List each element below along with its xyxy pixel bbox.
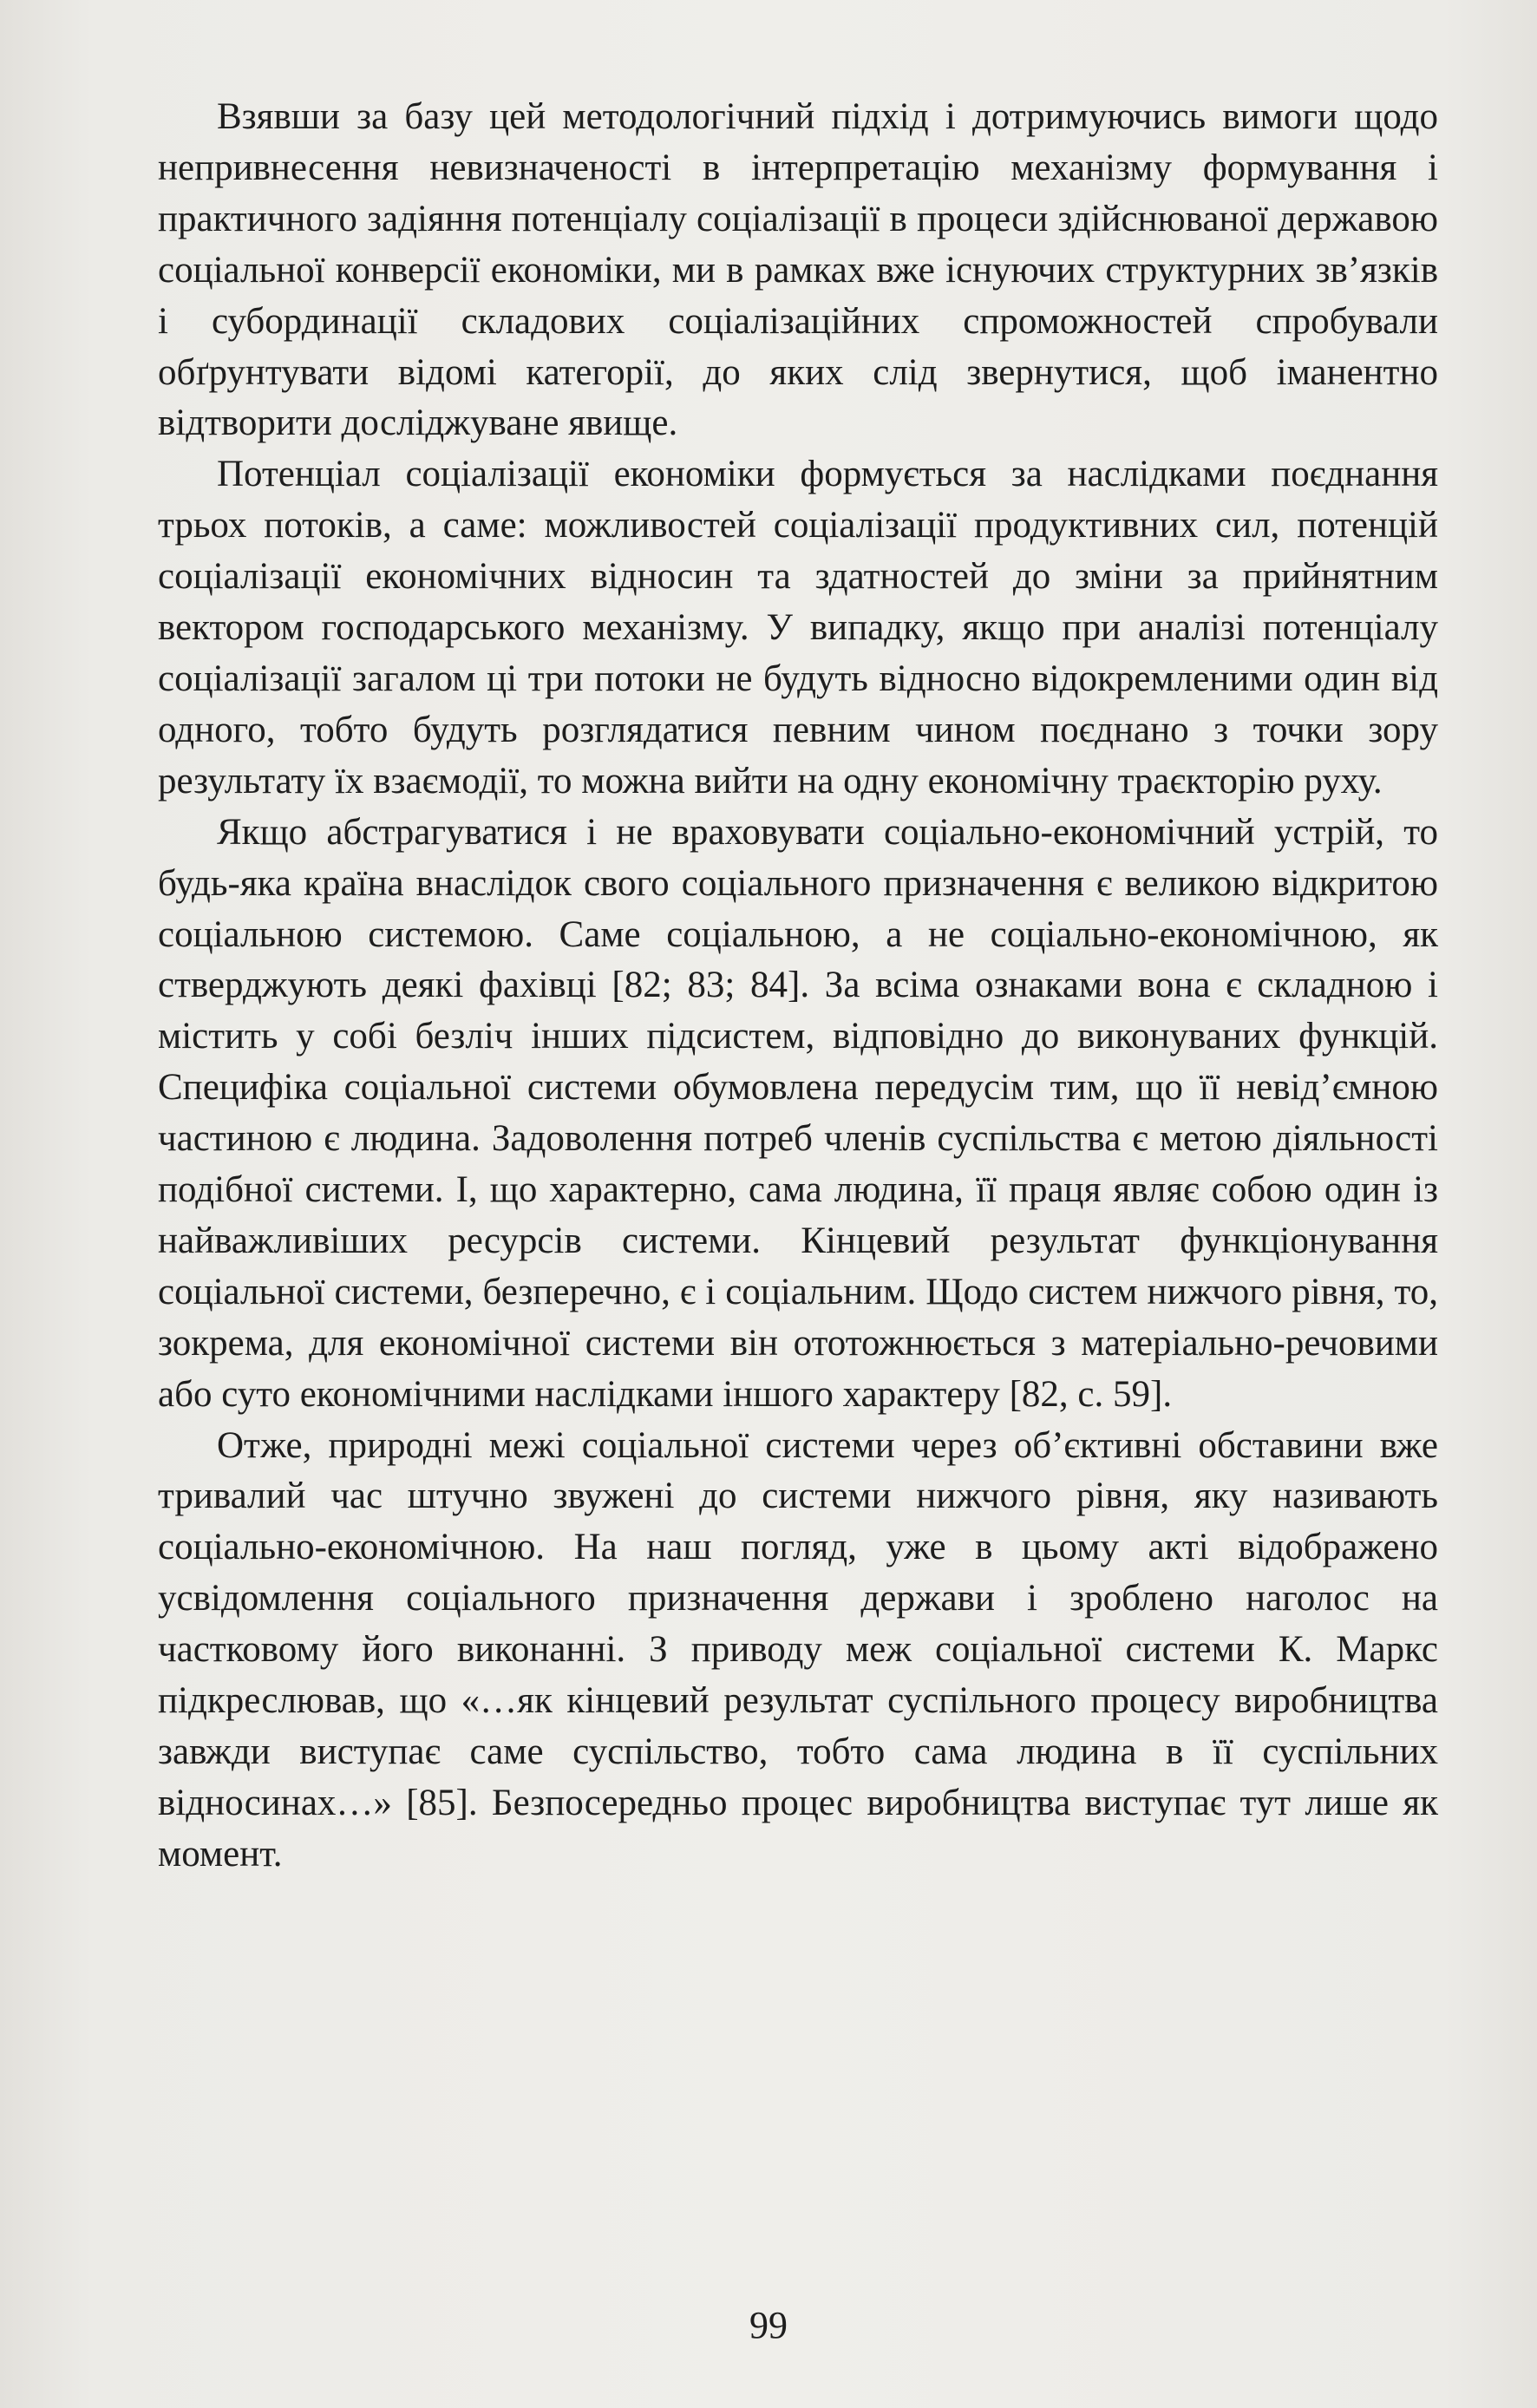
- page-number: 99: [749, 2304, 788, 2346]
- paragraph-1: Взявши за базу цей методологічний підхід і дотримуючись вимоги щодо непривнесення невизначеності в інтерпретацію механізму формування і практичного задіяння потенціалу соціалізації в процеси здійснюваної державою соціальної конверсії економіки, ми в рамках вже існуючих структурних зв’язків і субординації складових соціалізаційних спроможностей спробували обґрунтувати відомі категорії, до яких слід звернутися, щоб іманентно відтворити досліджуване явище.: [158, 96, 1438, 444]
- paragraph-4: Отже, природні межі соціальної системи через об’єктивні обставини вже тривалий час штучно звужені до системи нижчого рівня, яку називають соціально-економічною. На наш погляд, уже в цьому акті відображено усвідомлення соціального призначення держави і зроблено наголос на частковому його виконанні. З приводу меж соціальної системи К. Маркс підкреслював, що «…як кінцевий результат суспільного процесу виробництва завжди виступає саме суспільство, тобто сама людина в її суспільних відносинах…» [85]. Безпосередньо процес виробництва виступає тут лише як момент.: [158, 1424, 1438, 1875]
- body-text: [158, 92, 1438, 1881]
- paragraph-2: Потенціал соціалізації економіки формується за наслідками поєднання трьох потоків, а саме: можливостей соціалізації продуктивних сил, потенцій соціалізації економічних відносин та здатностей до зміни за прийнятним вектором господарського механізму. У випадку, якщо при аналізі потенціалу соціалізації загалом ці три потоки не будуть відносно відокремленими один від одного, тобто будуть розглядатися певним чином поєднано з точки зору результату їх взаємодії, то можна вийти на одну економічну траєкторію руху.: [158, 454, 1438, 802]
- paragraph-3: Якщо абстрагуватися і не враховувати соціально-економічний устрій, то будь-яка країна внаслідок свого соціального призначення є великою відкритою соціальною системою. Саме соціальною, а не соціально-економічною, як стверджують деякі фахівці [82; 83; 84]. За всіма ознаками вона є складною і містить у собі безліч інших підсистем, відповідно до виконуваних функцій. Специфіка соціальної системи обумовлена передусім тим, що її невід’ємною частиною є людина. Задоволення потреб членів суспільства є метою діяльності подібної системи. І, що характерно, сама людина, її праця являє собою один із найважливіших ресурсів системи. Кінцевий результат функціонування соціальної системи, безперечно, є і соціальним. Щодо систем нижчого рівня, то, зокрема, для економічної системи він ототожнюється з матеріально-речовими або суто економічними наслідками іншого характеру [82, с. 59].: [158, 811, 1438, 1415]
